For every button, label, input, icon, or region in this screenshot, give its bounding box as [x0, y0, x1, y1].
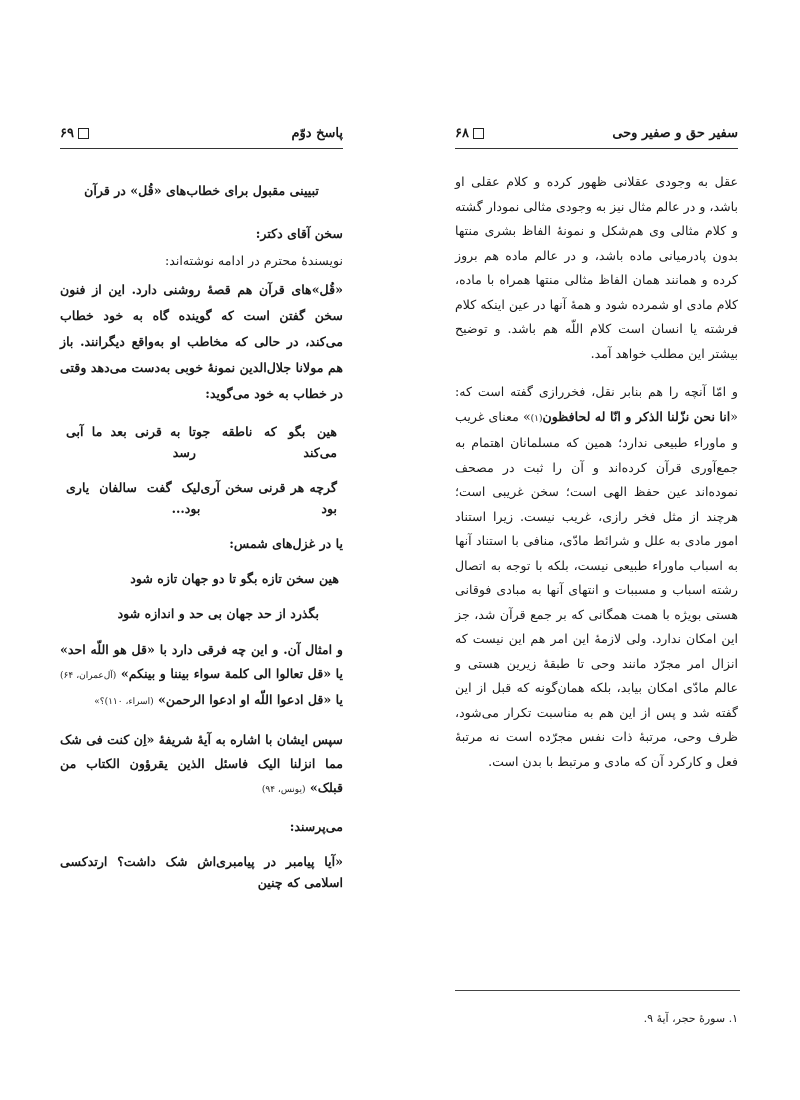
running-head: سفیر حق و صفیر وحی [612, 126, 738, 141]
page-number-block [60, 126, 89, 141]
last-line: «آیا پیامبر در پیامبری‌اش شک داشت؟ ارتدکسی اسلامی که چنین [60, 854, 343, 890]
reference: (آل‌عمران، ۶۴) [60, 671, 117, 681]
section-title: تبیینی مقبول برای خطاب‌های «قُل» در قرآن [84, 183, 319, 198]
speaker-label: سخن آقای دکتر: [255, 226, 343, 241]
ghazal-intro: یا در غزل‌های شمس: [229, 536, 343, 551]
paragraph-text: » معنای غریب و ماوراء طبیعی ندارد؛ همین که مسلمانان اهتمام به جمع‌آوری قرآن کرده‌اند و آن را ثبت در مصحف نموده‌اند عین حفظ الهی است؛ سخن غریبی است؛ هرچند از مثل فخر رازی، غریب نیست. زیرا استناد امور مادی به علل و شرائط مادّی، منافی با استناد آنها به اسباب ماوراء طبیعی نیست، بلکه با توجه به اتصال رشته اسباب و مسببات و انتهای آنها به مبادی فوقانی هستی بویژه با همت همگانی که بر جمع قرآن شد، جز این امکان ندارد. ولی لازمهٔ این امر هم این نیست که انزال امر مجرّد مانند وحی تا طبقهٔ زیرین هستی و عالم مادّی امکان بیابد، بلکه همان‌گونه که قبل از این گفته شد و پس از این هم به مناسبت تکرار می‌شود، ظرف وحی، مرتبهٔ ذات نفس مجرّده است نه مرتبهٔ فعل و کارکرد آن که مادی و مرتبط با بدن است. [455, 408, 738, 769]
paragraph-2 [455, 380, 738, 774]
intro-text: نویسندهٔ محترم در ادامه نوشته‌اند: [165, 253, 343, 268]
right-page-body [455, 170, 738, 788]
quote-paragraph: «قُل‌»های قرآن هم قصهٔ روشنی دارد. این از فنون سخن گفتن است که گوینده گاه به خود خطاب می‌کند، در حالی که مخاطب او به‌واقع دیگرانند. باز هم مولانا جلال‌الدین نمونهٔ خوبی به‌دست می‌دهد وقتی در خطاب به خود می‌گوید: [60, 282, 343, 401]
quran-quote: انا نحن نزّلنا الذکر و انّا له لحافظون [542, 408, 731, 424]
page-number: ۶۸ [455, 126, 469, 141]
verse-hemistich: هین بگو که ناطقه جو می‌کند [196, 424, 337, 460]
square-icon [473, 128, 484, 139]
left-page-body [60, 180, 343, 907]
reference: (یونس، ۹۴) [261, 785, 306, 795]
footnote: ۱. سورهٔ حجر، آیهٔ ۹. [643, 1012, 738, 1025]
square-icon [78, 128, 89, 139]
ghazal-line-1: هین سخن تازه بگو تا دو جهان تازه شود [130, 571, 339, 586]
running-head: پاسخ دوّم [291, 126, 343, 141]
page-number: ۶۹ [60, 126, 74, 141]
verse-hemistich: لیک گفت سالفان یاری بود... [66, 480, 201, 516]
examples-text: و امثال آن. و این چه فرقی دارد با «قل هو اللّه احد» یا «قل تعالوا الی کلمة سواء بیننا و بینکم» [60, 642, 343, 681]
ghazal-line-2: بگذرد از حد جهان بی حد و اندازه شود [117, 606, 319, 621]
reference: (اسراء، ۱۱۰)؟» [94, 697, 154, 707]
footnote-divider [455, 990, 740, 991]
paragraph-1: عقل به وجودی عقلانی ظهور کرده و کلام عقلی او باشد، و در عالم مثال نیز به وجودی مثالی نمودار گشته و کلام مثالی وی هم‌شکل و نمونهٔ الفاظ بشری منتها بدون پادرمیانی ماده باشد، و در عالم ماده هم بروز کرده و همانند همان الفاظ مثالی منتها همراه با ماده، کلام مادی او شمرده شود و همهٔ آنها در عین اینکه کلام فرشته یا انسان است کلام اللّه هم باشد. و توضیح بیشتر این مطلب خواهد آمد. [455, 174, 738, 361]
paragraph-text: و امّا آنچه را هم بنابر نقل، فخررازی گفته است که: « [455, 384, 738, 424]
examples-paragraph [60, 638, 343, 714]
verse-hemistich: تا به قرنی بعد ما آبی رسد [66, 424, 197, 460]
page-number-block [455, 126, 484, 141]
verse-hemistich: گرچه هر قرنی سخن آری بود [200, 480, 337, 516]
footnote-marker: (۱) [530, 413, 543, 424]
examples-text: یا «قل ادعوا اللّه او ادعوا الرحمن» [158, 692, 343, 707]
right-page-header [455, 126, 738, 149]
verse-line-1 [60, 421, 343, 463]
then-text: سپس ایشان با اشاره به آیهٔ شریفهٔ «اِن کنت فی شک مما انزلنا الیک فاسئل الذین یقرؤون الکتاب من قبلک» [60, 732, 343, 795]
asks-text: می‌پرسند: [289, 819, 343, 834]
left-page-header [60, 126, 343, 149]
then-paragraph [60, 728, 343, 802]
verse-line-2 [60, 477, 343, 519]
